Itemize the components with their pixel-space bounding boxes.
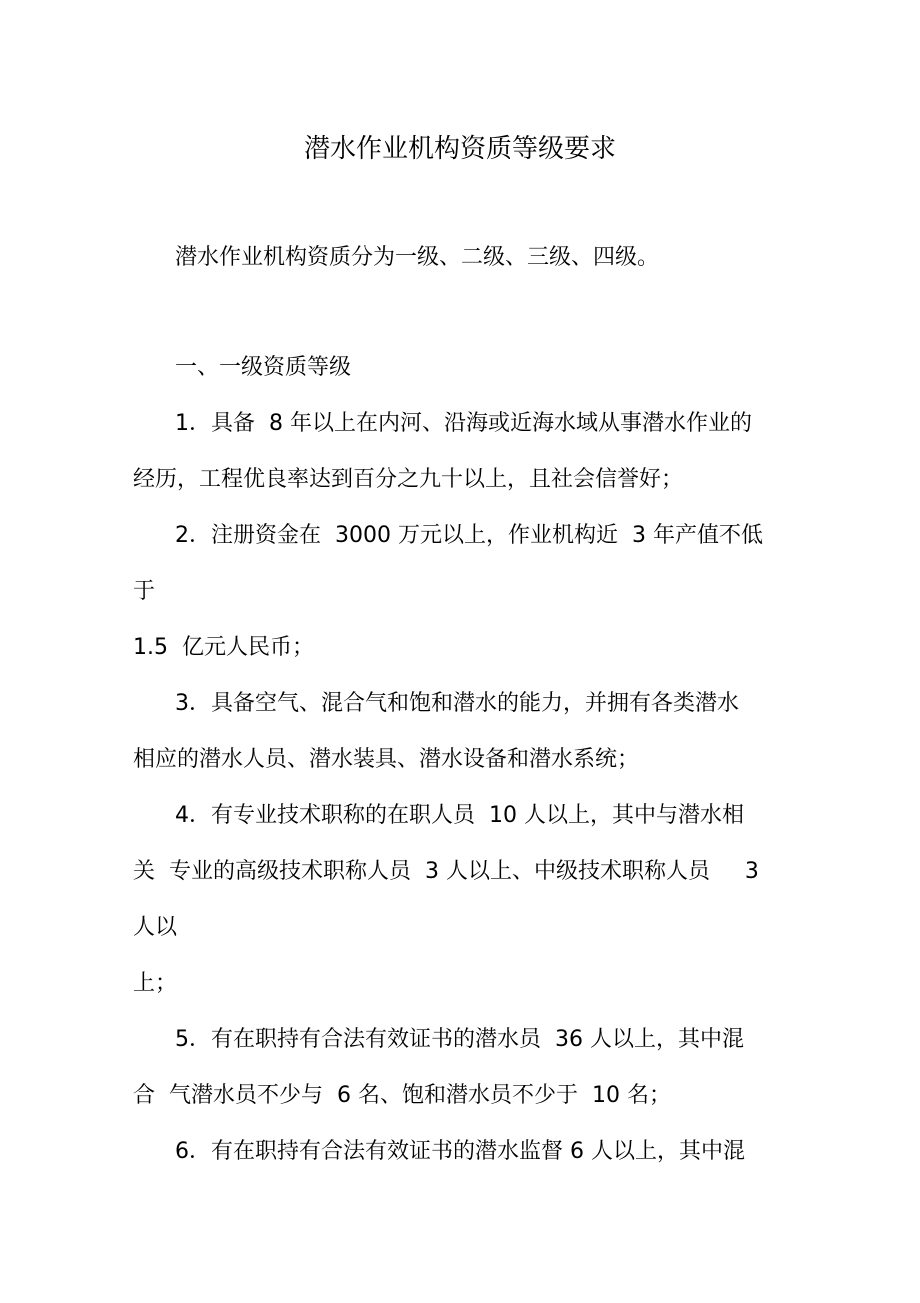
text-line: 经历，工程优良率达到百分之九十以上，且社会信誉好； [133,467,684,492]
intro-paragraph: 潜水作业机构资质分为一级、二级、三级、四级。 [175,245,660,270]
text-line: 人以 [133,915,178,940]
text-line: 1．具备 8 年以上在内河、沿海或近海水域从事潜水作业的 [175,411,752,436]
text-line: 相应的潜水人员、潜水装具、潜水设备和潜水系统； [133,747,640,772]
section-heading: 一、一级资质等级 [175,355,352,380]
text-line: 合 气潜水员不少与 6 名、饱和潜水员不少于 10 名； [133,1083,671,1108]
text-line: 关 专业的高级技术职称人员 3 人以上、中级技术职称人员 3 [133,859,759,884]
page-title: 潜水作业机构资质等级要求 [303,134,616,164]
text-line: 上； [133,971,178,996]
text-line: 3．具备空气、混合气和饱和潜水的能力，并拥有各类潜水 [175,691,739,716]
text-line: 2．注册资金在 3000 万元以上，作业机构近 3 年产值不低 [175,523,763,548]
text-line: 于 [133,579,156,604]
text-line: 1.5 亿元人民币； [133,635,314,660]
text-line: 4．有专业技术职称的在职人员 10 人以上，其中与潜水相 [175,803,744,828]
text-line: 5．有在职持有合法有效证书的潜水员 36 人以上，其中混 [175,1027,744,1052]
text-line: 6．有在职持有合法有效证书的潜水监督 6 人以上，其中混 [175,1139,745,1164]
